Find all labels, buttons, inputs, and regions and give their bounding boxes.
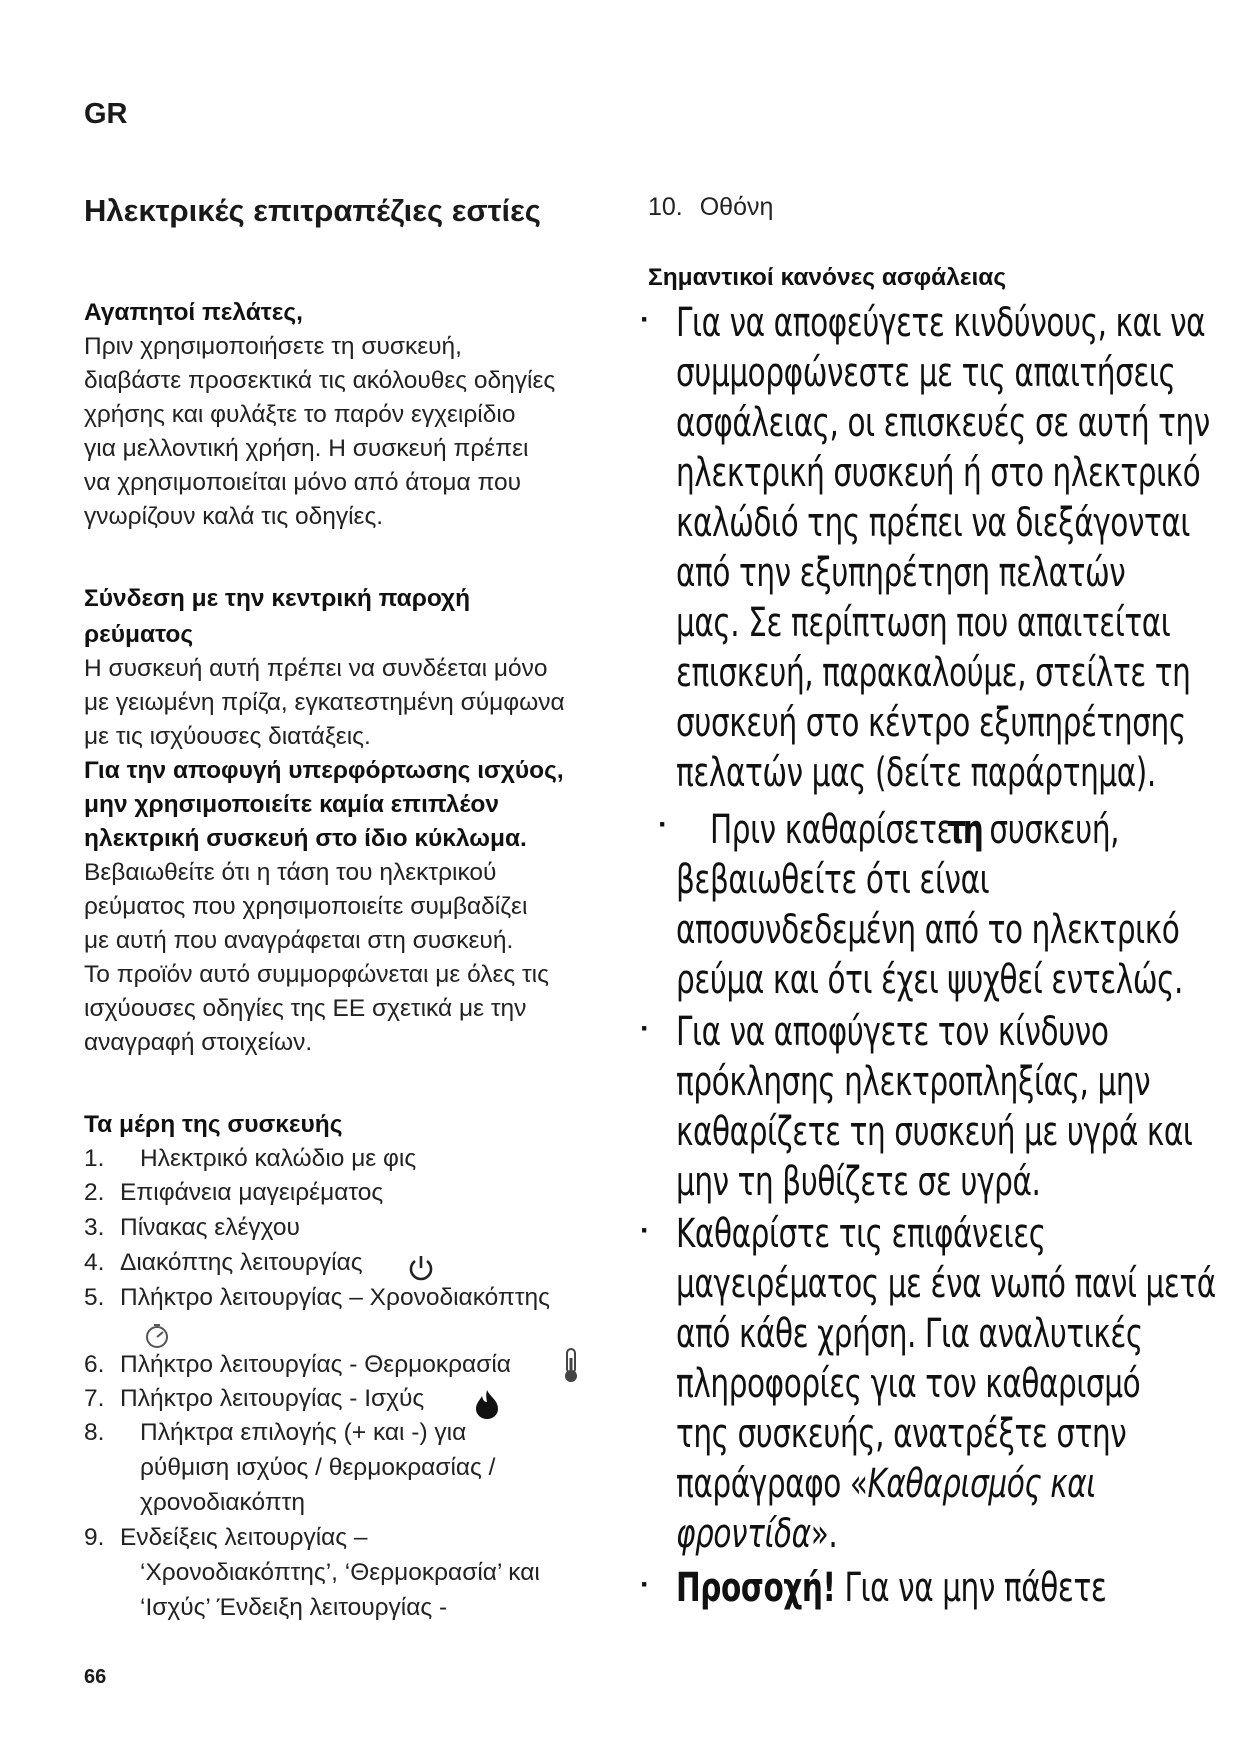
safety-line: Για να αποφεύγετε κινδύνους, και να bbox=[676, 300, 1206, 346]
part-number: 9. bbox=[84, 1524, 105, 1551]
part-text: Επιφάνεια μαγειρέματος bbox=[120, 1179, 384, 1206]
flame-icon bbox=[470, 1388, 504, 1420]
safety-line: από κάθε χρήση. Για αναλυτικές bbox=[676, 1311, 1143, 1357]
part-text: Πλήκτρα επιλογής (+ και -) για bbox=[140, 1419, 467, 1446]
safety-text: ». bbox=[810, 1511, 838, 1557]
connection-warning: Για την αποφυγή υπερφόρτωσης ισχύος, bbox=[84, 757, 564, 784]
safety-line-first bbox=[710, 805, 1119, 855]
part-text: Διακόπτης λειτουργίας bbox=[120, 1249, 363, 1276]
part-text-cont: ρύθμιση ισχύος / θερμοκρασίας / bbox=[140, 1454, 496, 1481]
connection-line: με αυτή που αναγράφεται στη συσκευή. bbox=[84, 927, 514, 954]
bullet-dot: · bbox=[658, 808, 668, 841]
safety-text: παράγραφο « bbox=[676, 1461, 868, 1507]
bullet-dot: · bbox=[640, 1012, 650, 1045]
safety-line: πληροφορίες για τον καθαρισμό bbox=[676, 1361, 1141, 1407]
safety-line: αποσυνδεδεμένη από το ηλεκτρικό bbox=[676, 907, 1180, 953]
intro-heading: Αγαπητοί πελάτες, bbox=[84, 299, 303, 326]
bullet-dot: · bbox=[640, 1568, 650, 1601]
part-number: 8. bbox=[84, 1419, 105, 1446]
safety-line: από την εξυπηρέτηση πελατών bbox=[676, 550, 1126, 596]
part-number: 2. bbox=[84, 1179, 105, 1206]
safety-line: ασφάλειας, οι επισκευές σε αυτή την bbox=[676, 400, 1210, 446]
safety-line: ρεύμα και ότι έχει ψυχθεί εντελώς. bbox=[676, 957, 1183, 1003]
connection-heading: ρεύματος bbox=[84, 621, 194, 648]
safety-line: μην τη βυθίζετε σε υγρά. bbox=[676, 1159, 1041, 1205]
connection-line: ρεύματος που χρησιμοποιείτε συμβαδίζει bbox=[84, 893, 528, 920]
safety-reference bbox=[676, 1459, 1096, 1509]
intro-line: για μελλοντική χρήση. Η συσκευή πρέπει bbox=[84, 435, 529, 462]
safety-ref-title: Καθαρισμός και bbox=[867, 1461, 1096, 1507]
safety-line bbox=[676, 1563, 1106, 1613]
safety-text: Για να μην πάθετε bbox=[835, 1565, 1107, 1611]
part-text: Πίνακας ελέγχου bbox=[120, 1214, 300, 1241]
connection-line: Το προϊόν αυτό συμμορφώνεται με όλες τις bbox=[84, 961, 549, 988]
safety-line: βεβαιωθείτε ότι είναι bbox=[676, 857, 990, 903]
part-text-cont: ‘Χρονοδιακόπτης’, ‘Θερμοκρασία’ και bbox=[140, 1559, 540, 1586]
safety-text: Πριν καθαρίσετε bbox=[710, 807, 953, 853]
part-number: 1. bbox=[84, 1145, 105, 1172]
bullet-dot: · bbox=[640, 303, 650, 336]
intro-line: να χρησιμοποιείται μόνο από άτομα που bbox=[84, 469, 522, 496]
intro-line: Πριν χρησιμοποιήσετε τη συσκευή, bbox=[84, 333, 462, 360]
part-item-10 bbox=[648, 193, 773, 222]
timer-icon bbox=[143, 1322, 171, 1350]
intro-line: χρήσης και φυλάξτε το παρόν εγχειρίδιο bbox=[84, 401, 516, 428]
connection-line: Η συσκευή αυτή πρέπει να συνδέεται μόνο bbox=[84, 655, 548, 682]
part-text: Πλήκτρο λειτουργίας - Ισχύς bbox=[120, 1385, 425, 1412]
safety-line: Για να αποφύγετε τον κίνδυνο bbox=[676, 1009, 1109, 1055]
connection-heading: Σύνδεση με την κεντρική παροχή bbox=[84, 585, 471, 612]
part-number: 6. bbox=[84, 1351, 105, 1378]
safety-line: καλώδιό της πρέπει να διεξάγονται bbox=[676, 500, 1190, 546]
safety-line: συσκευή στο κέντρο εξυπηρέτησης bbox=[676, 700, 1186, 746]
connection-line: αναγραφή στοιχείων. bbox=[84, 1029, 313, 1056]
connection-section bbox=[84, 580, 604, 1060]
safety-reference bbox=[676, 1509, 837, 1559]
safety-text: συσκευή, bbox=[989, 807, 1120, 853]
safety-ref-title: φροντίδα bbox=[676, 1511, 811, 1557]
part-number: 7. bbox=[84, 1385, 105, 1412]
part-text: Οθόνη bbox=[699, 193, 774, 221]
part-text-cont: ‘Ισχύς’ Ένδειξη λειτουργίας - bbox=[140, 1594, 448, 1621]
connection-line: ισχύουσες οδηγίες της ΕΕ σχετικά με την bbox=[84, 995, 527, 1022]
bullet-dot: · bbox=[640, 1214, 650, 1247]
connection-line: με τις ισχύουσες διατάξεις. bbox=[84, 723, 371, 750]
safety-line: πελατών μας (δείτε παράρτημα). bbox=[676, 750, 1156, 796]
safety-line: Καθαρίστε τις επιφάνειες bbox=[676, 1211, 1046, 1257]
intro-section bbox=[84, 296, 604, 534]
connection-warning: μην χρησιμοποιείτε καμία επιπλέον bbox=[84, 791, 499, 818]
safety-line: μαγειρέματος με ένα νωπό πανί μετά bbox=[676, 1261, 1216, 1307]
page-number: 66 bbox=[84, 1666, 107, 1688]
connection-warning: ηλεκτρική συσκευή στο ίδιο κύκλωμα. bbox=[84, 825, 527, 852]
part-number: 4. bbox=[84, 1249, 105, 1276]
part-text: Πλήκτρο λειτουργίας - Θερμοκρασία bbox=[120, 1351, 511, 1378]
part-number: 3. bbox=[84, 1214, 105, 1241]
safety-line: ηλεκτρική συσκευή ή στο ηλεκτρικό bbox=[676, 450, 1201, 496]
part-number: 10. bbox=[648, 193, 683, 221]
page-title: Ηλεκτρικές επιτραπέζιες εστίες bbox=[84, 193, 541, 228]
safety-line: πρόκλησης ηλεκτροπληξίας, μην bbox=[676, 1059, 1151, 1105]
safety-overlap: τη bbox=[947, 807, 981, 853]
thermometer-icon bbox=[560, 1346, 582, 1384]
connection-line: Βεβαιωθείτε ότι η τάση του ηλεκτρικού bbox=[84, 859, 497, 886]
safety-line: επισκευή, παρακαλούμε, στείλτε τη bbox=[676, 650, 1191, 696]
intro-line: γνωρίζουν καλά τις οδηγίες. bbox=[84, 503, 384, 530]
language-code: GR bbox=[84, 98, 128, 130]
parts-heading: Τα μέρη της συσκευής bbox=[84, 1111, 343, 1138]
intro-line: διαβάστε προσεκτικά τις ακόλουθες οδηγίες bbox=[84, 367, 556, 394]
part-number: 5. bbox=[84, 1284, 105, 1311]
caution-label: Προσοχή! bbox=[676, 1565, 836, 1611]
safety-line: της συσκευής, ανατρέξτε στην bbox=[676, 1411, 1127, 1457]
part-text-cont: χρονοδιακόπτη bbox=[140, 1489, 305, 1516]
safety-heading: Σημαντικοί κανόνες ασφάλειας bbox=[648, 264, 1007, 291]
part-text: Ενδείξεις λειτουργίας – bbox=[120, 1524, 368, 1551]
connection-line: με γειωμένη πρίζα, εγκατεστημένη σύμφωνα bbox=[84, 689, 565, 716]
part-text: Πλήκτρο λειτουργίας – Χρονοδιακόπτης bbox=[120, 1284, 550, 1311]
safety-line: συμμορφώνεστε με τις απαιτήσεις bbox=[676, 350, 1176, 396]
safety-line: μας. Σε περίπτωση που απαιτείται bbox=[676, 600, 1171, 646]
part-text: Ηλεκτρικό καλώδιο με φις bbox=[140, 1145, 417, 1172]
safety-line: καθαρίζετε τη συσκευή με υγρά και bbox=[676, 1109, 1193, 1155]
